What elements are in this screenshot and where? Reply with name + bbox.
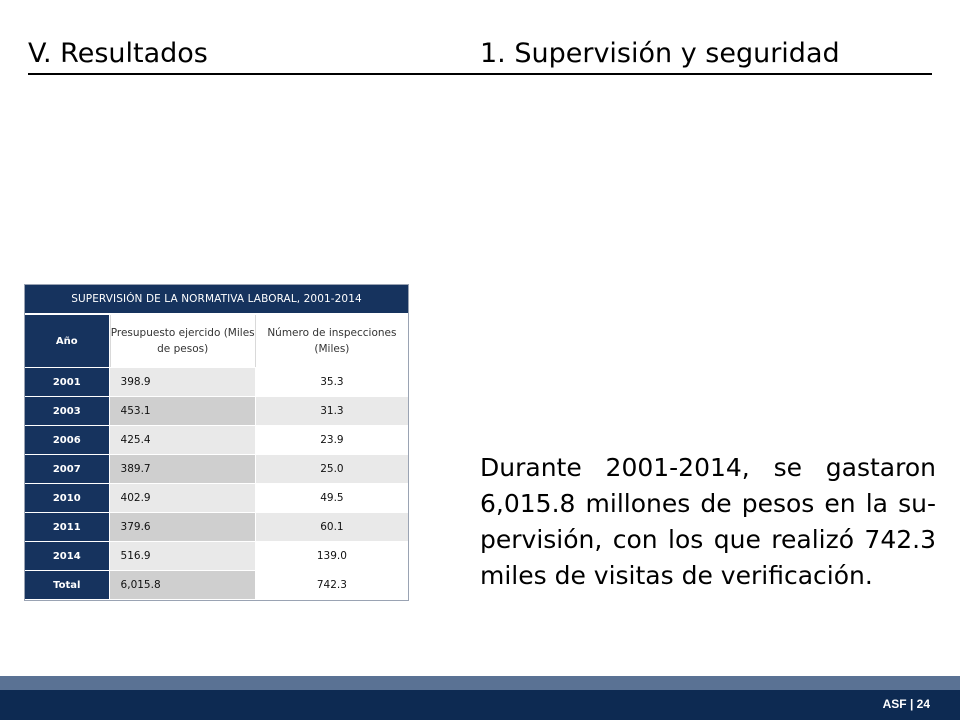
row-year: 2003 [25, 397, 110, 425]
table-row [25, 513, 408, 542]
row-year: 2011 [25, 513, 110, 541]
row-budget: 379.6 [110, 513, 255, 541]
table-row [25, 397, 408, 426]
row-budget: 516.9 [110, 542, 255, 570]
summary-paragraph: Durante 2001-2014, se gastaron 6,015.8 millones de pesos en la su-pervisión, con los que realizó 742.3 miles de visitas de verificación. [480, 453, 936, 590]
table-row [25, 426, 408, 455]
row-inspections: 49.5 [255, 484, 408, 512]
row-year: 2010 [25, 484, 110, 512]
row-budget: 425.4 [110, 426, 255, 454]
table-total-row [25, 571, 408, 600]
row-inspections: 23.9 [255, 426, 408, 454]
slide-number-label: ASF | 24 [882, 697, 930, 711]
subsection-title: 1. Supervisión y seguridad [480, 38, 840, 69]
column-header-inspections: Número de inspecciones (Miles) [255, 315, 408, 367]
total-budget: 6,015.8 [110, 571, 255, 599]
row-year: 2014 [25, 542, 110, 570]
row-budget: 389.7 [110, 455, 255, 483]
row-inspections: 25.0 [255, 455, 408, 483]
total-inspections: 742.3 [255, 571, 408, 599]
footer-band-light [0, 676, 960, 690]
table-row [25, 368, 408, 397]
row-inspections: 31.3 [255, 397, 408, 425]
row-inspections: 60.1 [255, 513, 408, 541]
table-row [25, 542, 408, 571]
table-title: SUPERVISIÓN DE LA NORMATIVA LABORAL, 2001-2014 [25, 285, 408, 315]
row-inspections: 35.3 [255, 368, 408, 396]
footer-band-dark [0, 690, 960, 720]
table-row [25, 484, 408, 513]
header-divider [28, 73, 932, 75]
table-row [25, 455, 408, 484]
column-header-year: Año [25, 315, 110, 367]
section-title: V. Resultados [28, 38, 208, 69]
total-label: Total [25, 571, 110, 599]
row-budget: 402.9 [110, 484, 255, 512]
supervision-table [24, 284, 409, 601]
row-year: 2006 [25, 426, 110, 454]
table-header-row [25, 315, 408, 368]
row-inspections: 139.0 [255, 542, 408, 570]
row-budget: 398.9 [110, 368, 255, 396]
column-header-budget: Presupuesto ejercido (Miles de pesos) [110, 315, 255, 367]
row-year: 2001 [25, 368, 110, 396]
row-year: 2007 [25, 455, 110, 483]
row-budget: 453.1 [110, 397, 255, 425]
